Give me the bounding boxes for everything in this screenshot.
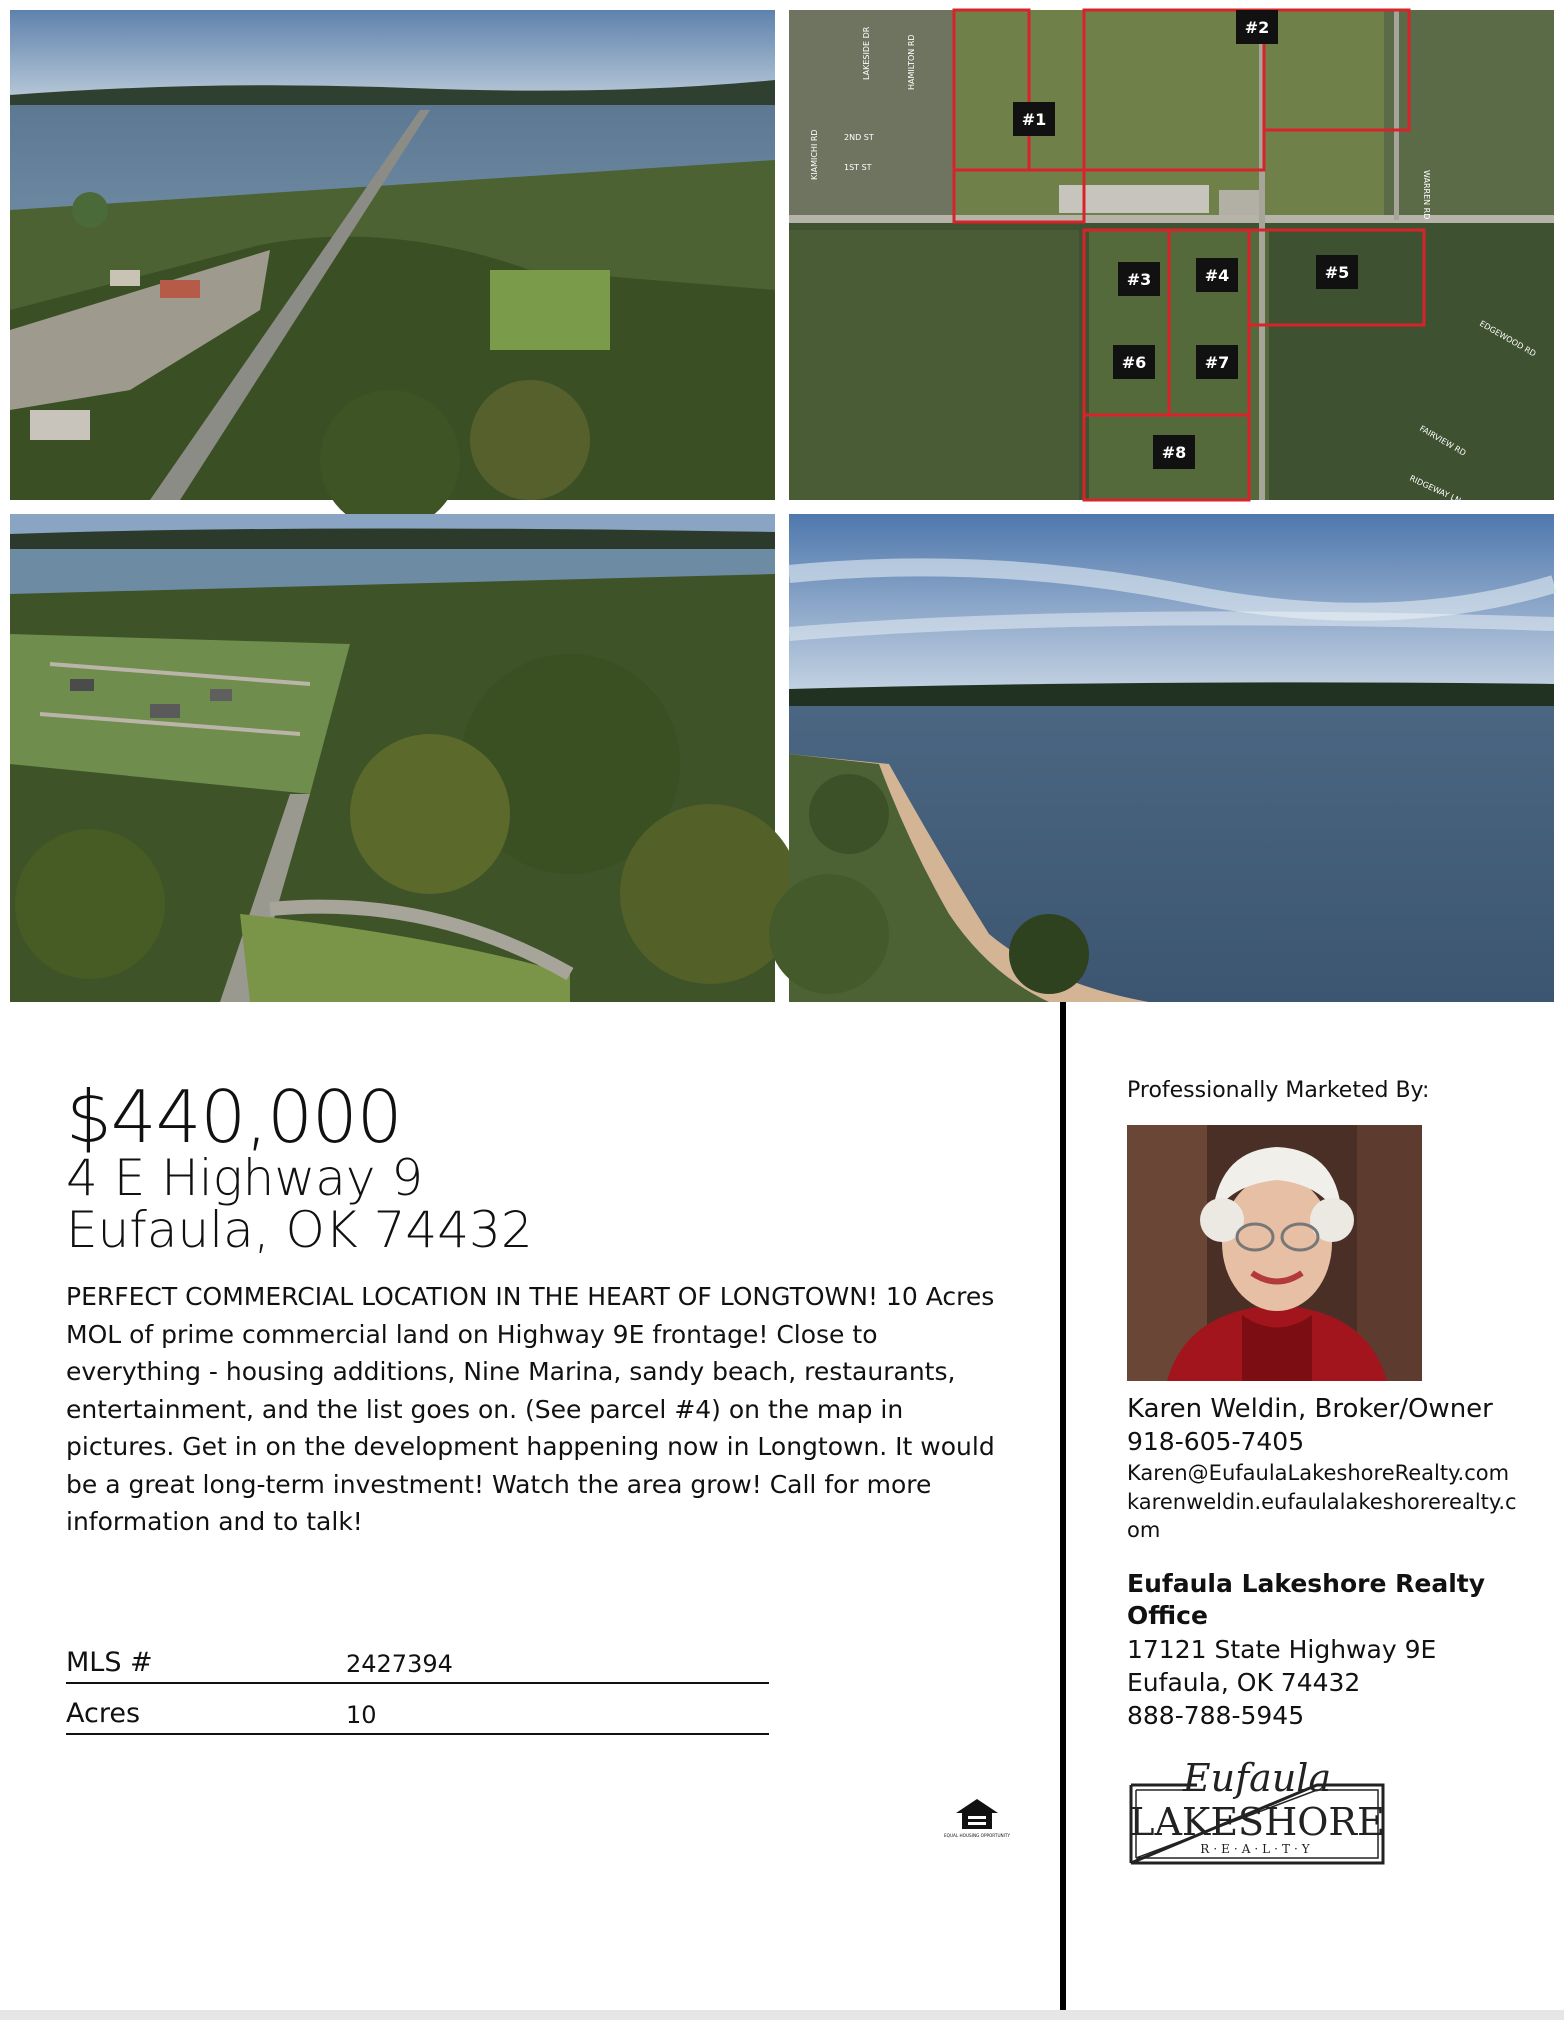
svg-text:#8: #8 bbox=[1161, 443, 1187, 462]
parcel-label bbox=[1236, 10, 1278, 44]
svg-text:#1: #1 bbox=[1021, 110, 1047, 129]
photo-aerial-neighborhood[interactable] bbox=[10, 514, 775, 1002]
svg-text:#6: #6 bbox=[1121, 353, 1147, 372]
office-city: Eufaula, OK 74432 bbox=[1127, 1668, 1361, 1697]
svg-text:#5: #5 bbox=[1324, 263, 1350, 282]
agent-email[interactable]: Karen@EufaulaLakeshoreRealty.com bbox=[1127, 1461, 1510, 1485]
parcel-label bbox=[1118, 262, 1160, 296]
street-label: RIDGEWAY LN bbox=[1408, 473, 1463, 506]
photo-aerial-highway[interactable] bbox=[10, 10, 775, 500]
street-label: KIAMICHI RD bbox=[810, 129, 819, 180]
svg-text:#3: #3 bbox=[1126, 270, 1152, 289]
column-divider bbox=[1060, 1002, 1066, 2012]
parcel-label bbox=[1153, 435, 1195, 469]
photo-lake-beach-image bbox=[789, 514, 1554, 1002]
fact-row-mls bbox=[66, 1634, 769, 1684]
agent-portrait bbox=[1127, 1125, 1422, 1381]
photo-aerial-neighborhood-image bbox=[10, 514, 775, 1002]
address-street: 4 E Highway 9 bbox=[66, 1149, 424, 1207]
photo-lake-beach[interactable] bbox=[789, 514, 1554, 1002]
street-label: 2ND ST bbox=[844, 133, 874, 142]
logo-sub: R·E·A·L·T·Y bbox=[1200, 1842, 1314, 1856]
address-city: Eufaula, OK 74432 bbox=[66, 1201, 533, 1259]
street-label: WARREN RD bbox=[1422, 170, 1431, 220]
photo-aerial-highway-image bbox=[10, 10, 775, 500]
listing-description: PERFECT COMMERCIAL LOCATION IN THE HEART OF LONGTOWN! 10 Acres MOL of prime commercial land on Highway 9E frontage! Close to everything - housing additions, Nine Marina, sandy beach, restaurants, entertainment, and the list goes on. (See parcel #4) on the map in pictures. Get in on the development happening now in Longtown. It would be a great long-term investment! Watch the area grow! Call for more information and to talk! bbox=[66, 1282, 995, 1536]
agent-website[interactable]: karenweldin.eufaulalakeshorerealty.com bbox=[1127, 1490, 1517, 1542]
parcel-label bbox=[1196, 258, 1238, 292]
fact-value: 10 bbox=[346, 1701, 377, 1729]
photo-parcel-map[interactable] bbox=[789, 10, 1554, 506]
agent-name: Karen Weldin, Broker/Owner bbox=[1127, 1394, 1493, 1424]
page-footer-strip bbox=[0, 2010, 1564, 2020]
street-label: FAIRVIEW RD bbox=[1418, 423, 1468, 458]
office-street: 17121 State Highway 9E bbox=[1127, 1635, 1437, 1664]
parcel-label bbox=[1013, 102, 1055, 136]
fact-label: MLS # bbox=[66, 1647, 153, 1678]
fact-label: Acres bbox=[66, 1698, 141, 1729]
office-name: Eufaula Lakeshore Realty Office bbox=[1127, 1569, 1486, 1630]
street-label: HAMILTON RD bbox=[907, 34, 916, 90]
parcel-map-image bbox=[789, 10, 1554, 506]
logo-script: Eufaula bbox=[1182, 1756, 1332, 1800]
svg-text:#4: #4 bbox=[1204, 266, 1230, 285]
agent-phone[interactable]: 918-605-7405 bbox=[1127, 1427, 1305, 1456]
parcel-label bbox=[1316, 255, 1358, 289]
equal-housing-icon bbox=[944, 1795, 1010, 1845]
office-phone[interactable]: 888-788-5945 bbox=[1127, 1701, 1305, 1730]
listing-price: $440,000 bbox=[66, 1075, 402, 1159]
marketed-by-label: Professionally Marketed By: bbox=[1127, 1078, 1430, 1103]
street-label: LAKESIDE DR bbox=[862, 26, 871, 80]
fact-row-acres bbox=[66, 1685, 769, 1735]
street-label: 1ST ST bbox=[844, 163, 872, 172]
street-label: EDGEWOOD RD bbox=[1478, 318, 1538, 359]
svg-text:#7: #7 bbox=[1204, 353, 1230, 372]
svg-text:#2: #2 bbox=[1244, 18, 1270, 37]
parcel-label bbox=[1113, 345, 1155, 379]
eho-caption: EQUAL HOUSING OPPORTUNITY bbox=[944, 1833, 1010, 1838]
logo-main: LAKESHORE bbox=[1129, 1800, 1385, 1844]
eufaula-lakeshore-logo bbox=[1127, 1755, 1387, 1870]
parcel-label bbox=[1196, 345, 1238, 379]
fact-value: 2427394 bbox=[346, 1650, 453, 1678]
